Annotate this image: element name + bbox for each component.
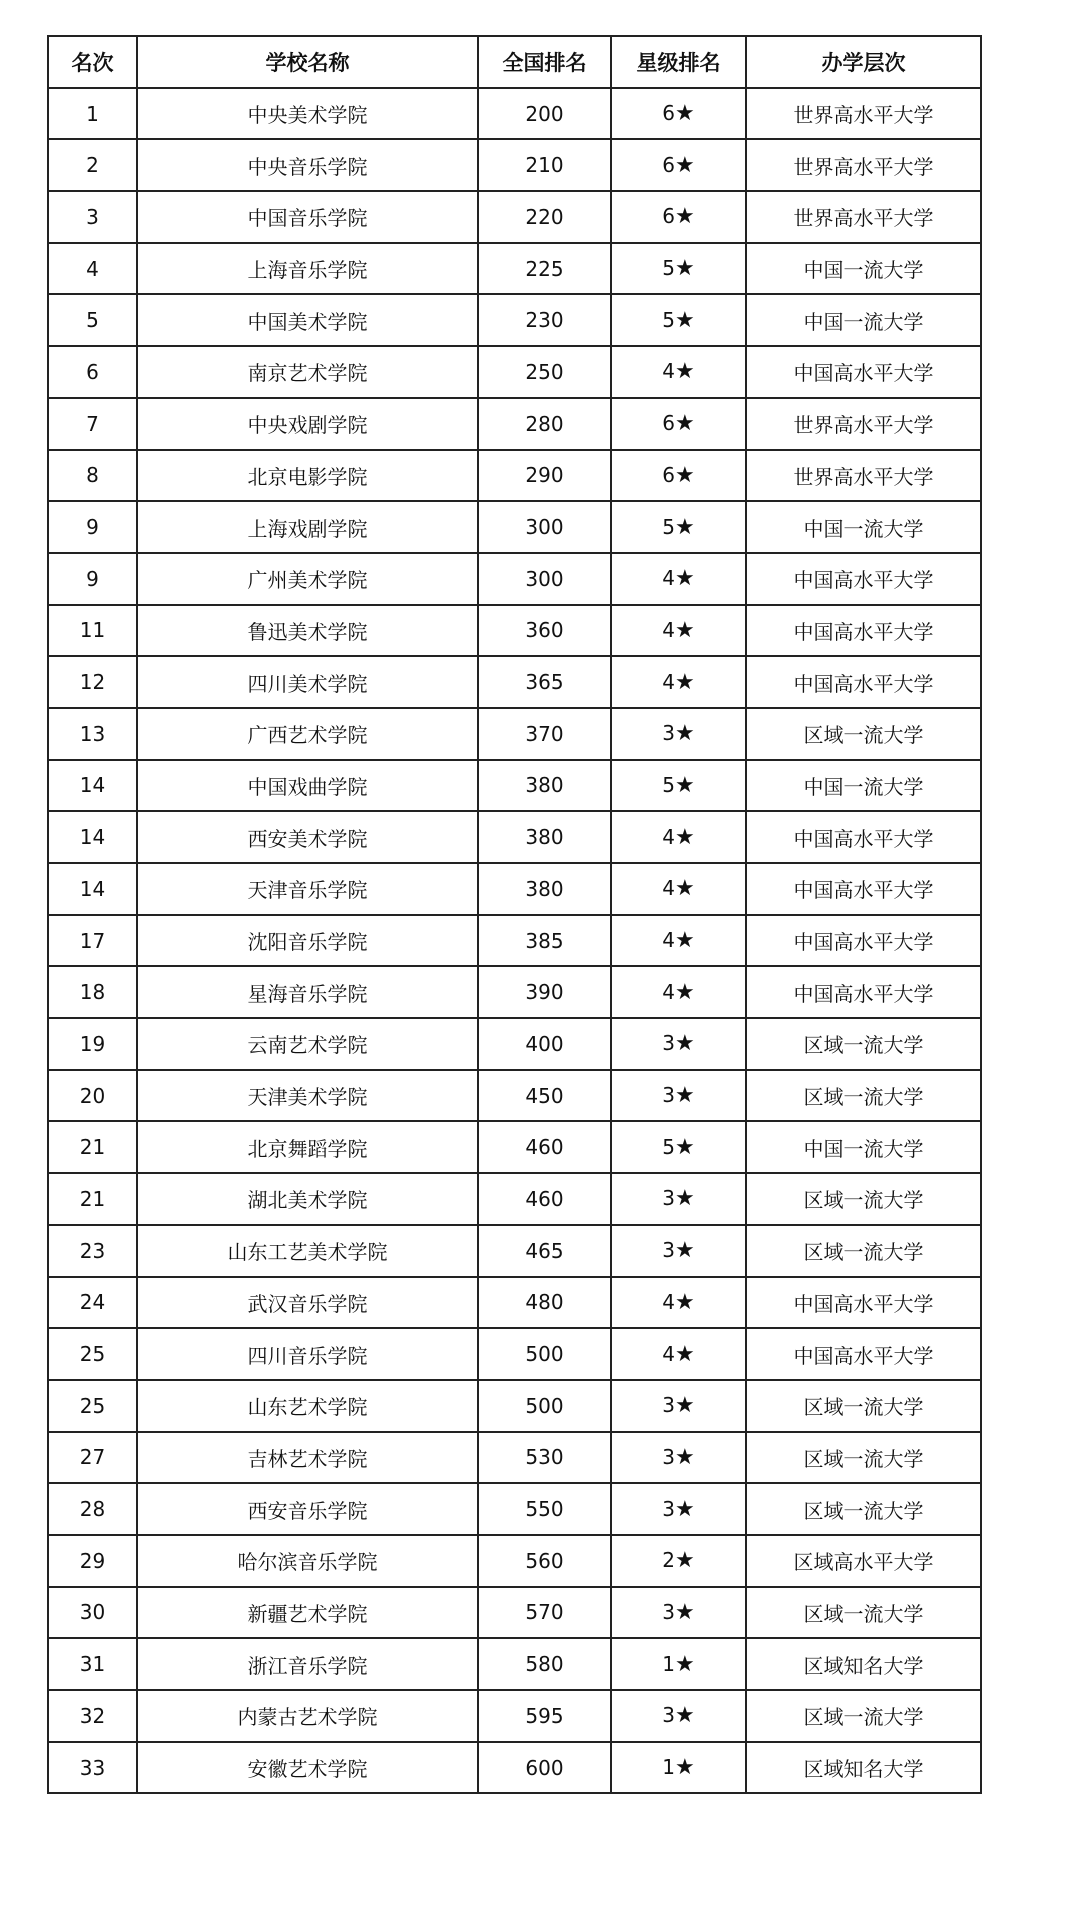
level-cell: 中国高水平大学 [746,811,981,863]
star-icon: ★ [675,359,695,385]
level-cell: 区域一流大学 [746,1587,981,1639]
star-icon: ★ [675,721,695,747]
national-rank-cell: 560 [478,1535,611,1587]
rank-cell: 21 [48,1121,137,1173]
school-name-cell: 北京电影学院 [137,450,478,502]
level-cell: 区域一流大学 [746,1070,981,1122]
star-count: 3 [662,721,675,746]
national-rank-cell: 550 [478,1483,611,1535]
star-icon: ★ [675,1341,695,1367]
school-name-cell: 中央音乐学院 [137,139,478,191]
header-rank: 名次 [48,36,137,88]
level-cell: 世界高水平大学 [746,398,981,450]
level-cell: 世界高水平大学 [746,191,981,243]
school-name-cell: 吉林艺术学院 [137,1432,478,1484]
national-rank-cell: 220 [478,191,611,243]
star-rank-cell [611,501,746,553]
school-name-cell: 北京舞蹈学院 [137,1121,478,1173]
star-count: 5 [662,772,675,797]
table-row [48,553,981,605]
table-row [48,1277,981,1329]
national-rank-cell: 570 [478,1587,611,1639]
rank-cell: 31 [48,1638,137,1690]
star-count: 3 [662,1031,675,1056]
star-rank-cell [611,1277,746,1329]
star-rank-cell [611,863,746,915]
star-icon: ★ [675,1496,695,1522]
school-name-cell: 中央戏剧学院 [137,398,478,450]
table-row [48,243,981,295]
national-rank-cell: 450 [478,1070,611,1122]
star-count: 4 [662,979,675,1004]
star-rank-cell [611,139,746,191]
table-row [48,1690,981,1742]
national-rank-cell: 280 [478,398,611,450]
level-cell: 世界高水平大学 [746,88,981,140]
table-row [48,863,981,915]
star-icon: ★ [675,669,695,695]
star-count: 4 [662,824,675,849]
level-cell: 区域一流大学 [746,1690,981,1742]
level-cell: 世界高水平大学 [746,139,981,191]
national-rank-cell: 380 [478,863,611,915]
rank-cell: 5 [48,294,137,346]
level-cell: 区域一流大学 [746,1432,981,1484]
table-row [48,1535,981,1587]
star-count: 4 [662,669,675,694]
star-icon: ★ [675,1599,695,1625]
national-rank-cell: 210 [478,139,611,191]
table-row [48,811,981,863]
star-count: 6 [662,101,675,126]
table-row [48,1587,981,1639]
school-name-cell: 四川美术学院 [137,656,478,708]
rank-cell: 14 [48,811,137,863]
star-icon: ★ [675,1755,695,1781]
star-icon: ★ [675,876,695,902]
level-cell: 区域一流大学 [746,1483,981,1535]
star-count: 5 [662,256,675,281]
header-row [48,36,981,88]
star-icon: ★ [675,1444,695,1470]
table-row [48,1070,981,1122]
star-rank-cell [611,450,746,502]
national-rank-cell: 230 [478,294,611,346]
national-rank-cell: 390 [478,966,611,1018]
school-name-cell: 武汉音乐学院 [137,1277,478,1329]
school-name-cell: 广西艺术学院 [137,708,478,760]
table-row [48,1638,981,1690]
rank-cell: 14 [48,760,137,812]
school-name-cell: 西安音乐学院 [137,1483,478,1535]
star-icon: ★ [675,462,695,488]
rank-cell: 17 [48,915,137,967]
star-count: 3 [662,1083,675,1108]
rank-cell: 6 [48,346,137,398]
table-row [48,1225,981,1277]
level-cell: 中国一流大学 [746,501,981,553]
level-cell: 中国高水平大学 [746,966,981,1018]
star-rank-cell [611,1535,746,1587]
rank-cell: 32 [48,1690,137,1742]
star-rank-cell [611,553,746,605]
star-rank-cell [611,708,746,760]
star-count: 5 [662,514,675,539]
school-name-cell: 中国戏曲学院 [137,760,478,812]
school-name-cell: 鲁迅美术学院 [137,605,478,657]
table-row [48,605,981,657]
rank-cell: 25 [48,1380,137,1432]
star-rank-cell [611,1121,746,1173]
star-count: 4 [662,928,675,953]
table-row [48,88,981,140]
level-cell: 区域一流大学 [746,1225,981,1277]
star-icon: ★ [675,772,695,798]
school-name-cell: 星海音乐学院 [137,966,478,1018]
level-cell: 区域一流大学 [746,1380,981,1432]
rank-cell: 9 [48,501,137,553]
star-icon: ★ [675,1238,695,1264]
star-rank-cell [611,243,746,295]
star-count: 3 [662,1238,675,1263]
star-icon: ★ [675,1289,695,1315]
star-count: 6 [662,152,675,177]
school-name-cell: 四川音乐学院 [137,1328,478,1380]
national-rank-cell: 300 [478,501,611,553]
national-rank-cell: 250 [478,346,611,398]
national-rank-cell: 380 [478,760,611,812]
rank-cell: 23 [48,1225,137,1277]
star-rank-cell [611,760,746,812]
star-rank-cell [611,1380,746,1432]
star-count: 3 [662,1393,675,1418]
rank-cell: 28 [48,1483,137,1535]
school-name-cell: 浙江音乐学院 [137,1638,478,1690]
star-rank-cell [611,346,746,398]
level-cell: 中国高水平大学 [746,863,981,915]
level-cell: 中国高水平大学 [746,346,981,398]
star-icon: ★ [675,204,695,230]
star-rank-cell [611,656,746,708]
national-rank-cell: 480 [478,1277,611,1329]
star-icon: ★ [675,152,695,178]
school-name-cell: 沈阳音乐学院 [137,915,478,967]
national-rank-cell: 500 [478,1328,611,1380]
school-name-cell: 上海戏剧学院 [137,501,478,553]
table-row [48,450,981,502]
table-row [48,139,981,191]
school-name-cell: 南京艺术学院 [137,346,478,398]
rank-cell: 30 [48,1587,137,1639]
level-cell: 中国高水平大学 [746,1328,981,1380]
star-count: 4 [662,876,675,901]
level-cell: 区域知名大学 [746,1638,981,1690]
national-rank-cell: 400 [478,1018,611,1070]
star-rank-cell [611,1587,746,1639]
rank-cell: 33 [48,1742,137,1794]
header-school: 学校名称 [137,36,478,88]
national-rank-cell: 600 [478,1742,611,1794]
level-cell: 中国一流大学 [746,760,981,812]
school-name-cell: 天津美术学院 [137,1070,478,1122]
national-rank-cell: 460 [478,1173,611,1225]
star-rank-cell [611,1638,746,1690]
rank-cell: 4 [48,243,137,295]
star-count: 4 [662,359,675,384]
star-count: 3 [662,1599,675,1624]
level-cell: 中国高水平大学 [746,605,981,657]
table-row [48,294,981,346]
national-rank-cell: 530 [478,1432,611,1484]
rank-cell: 19 [48,1018,137,1070]
star-count: 6 [662,204,675,229]
star-count: 4 [662,1289,675,1314]
star-icon: ★ [675,1703,695,1729]
national-rank-cell: 465 [478,1225,611,1277]
rank-cell: 24 [48,1277,137,1329]
star-count: 4 [662,617,675,642]
star-rank-cell [611,1070,746,1122]
rank-cell: 11 [48,605,137,657]
star-count: 5 [662,1134,675,1159]
level-cell: 中国一流大学 [746,294,981,346]
table-row [48,1173,981,1225]
star-rank-cell [611,1690,746,1742]
school-name-cell: 哈尔滨音乐学院 [137,1535,478,1587]
school-name-cell: 中国美术学院 [137,294,478,346]
school-name-cell: 天津音乐学院 [137,863,478,915]
star-count: 5 [662,307,675,332]
star-rank-cell [611,605,746,657]
school-name-cell: 内蒙古艺术学院 [137,1690,478,1742]
national-rank-cell: 365 [478,656,611,708]
star-icon: ★ [675,928,695,954]
school-name-cell: 上海音乐学院 [137,243,478,295]
national-rank-cell: 500 [478,1380,611,1432]
star-rank-cell [611,1018,746,1070]
national-rank-cell: 200 [478,88,611,140]
level-cell: 中国一流大学 [746,1121,981,1173]
star-rank-cell [611,1742,746,1794]
star-rank-cell [611,191,746,243]
level-cell: 区域一流大学 [746,1018,981,1070]
star-icon: ★ [675,1134,695,1160]
star-icon: ★ [675,1083,695,1109]
level-cell: 中国高水平大学 [746,1277,981,1329]
school-name-cell: 云南艺术学院 [137,1018,478,1070]
table-row [48,1121,981,1173]
star-rank-cell [611,88,746,140]
star-count: 1 [662,1755,675,1780]
table-row [48,501,981,553]
star-icon: ★ [675,1651,695,1677]
table-row [48,191,981,243]
rank-cell: 13 [48,708,137,760]
level-cell: 区域一流大学 [746,708,981,760]
level-cell: 区域知名大学 [746,1742,981,1794]
level-cell: 中国高水平大学 [746,915,981,967]
header-level: 办学层次 [746,36,981,88]
rank-cell: 27 [48,1432,137,1484]
star-icon: ★ [675,979,695,1005]
star-count: 4 [662,566,675,591]
level-cell: 中国高水平大学 [746,553,981,605]
star-rank-cell [611,1173,746,1225]
rank-cell: 29 [48,1535,137,1587]
level-cell: 中国一流大学 [746,243,981,295]
national-rank-cell: 360 [478,605,611,657]
table-row [48,915,981,967]
national-rank-cell: 370 [478,708,611,760]
star-icon: ★ [675,1393,695,1419]
rank-cell: 2 [48,139,137,191]
school-name-cell: 湖北美术学院 [137,1173,478,1225]
table-row [48,1483,981,1535]
table-row [48,346,981,398]
star-icon: ★ [675,1186,695,1212]
star-rank-cell [611,1328,746,1380]
star-rank-cell [611,1432,746,1484]
national-rank-cell: 460 [478,1121,611,1173]
table-row [48,708,981,760]
star-rank-cell [611,1483,746,1535]
table-row [48,1018,981,1070]
star-icon: ★ [675,617,695,643]
level-cell: 区域一流大学 [746,1173,981,1225]
star-icon: ★ [675,256,695,282]
rank-cell: 20 [48,1070,137,1122]
star-rank-cell [611,1225,746,1277]
national-rank-cell: 595 [478,1690,611,1742]
rank-cell: 7 [48,398,137,450]
rank-cell: 25 [48,1328,137,1380]
table-row [48,1432,981,1484]
star-count: 6 [662,462,675,487]
star-count: 6 [662,411,675,436]
school-name-cell: 中国音乐学院 [137,191,478,243]
star-rank-cell [611,811,746,863]
star-count: 3 [662,1444,675,1469]
school-name-cell: 西安美术学院 [137,811,478,863]
rank-cell: 18 [48,966,137,1018]
star-icon: ★ [675,101,695,127]
star-count: 3 [662,1496,675,1521]
header-national-rank: 全国排名 [478,36,611,88]
star-count: 1 [662,1651,675,1676]
star-rank-cell [611,966,746,1018]
star-rank-cell [611,294,746,346]
star-count: 4 [662,1341,675,1366]
star-icon: ★ [675,411,695,437]
national-rank-cell: 380 [478,811,611,863]
school-name-cell: 山东艺术学院 [137,1380,478,1432]
school-name-cell: 山东工艺美术学院 [137,1225,478,1277]
table-row [48,1380,981,1432]
star-icon: ★ [675,514,695,540]
level-cell: 世界高水平大学 [746,450,981,502]
national-rank-cell: 225 [478,243,611,295]
ranking-table [47,35,982,1794]
table-row [48,1328,981,1380]
star-rank-cell [611,398,746,450]
star-count: 3 [662,1703,675,1728]
level-cell: 中国高水平大学 [746,656,981,708]
star-icon: ★ [675,1031,695,1057]
rank-cell: 3 [48,191,137,243]
table-row [48,760,981,812]
level-cell: 区域高水平大学 [746,1535,981,1587]
table-row [48,656,981,708]
star-count: 3 [662,1186,675,1211]
rank-cell: 12 [48,656,137,708]
school-name-cell: 中央美术学院 [137,88,478,140]
star-icon: ★ [675,307,695,333]
star-icon: ★ [675,1548,695,1574]
school-name-cell: 广州美术学院 [137,553,478,605]
star-icon: ★ [675,824,695,850]
national-rank-cell: 385 [478,915,611,967]
national-rank-cell: 290 [478,450,611,502]
table-row [48,966,981,1018]
national-rank-cell: 300 [478,553,611,605]
rank-cell: 1 [48,88,137,140]
national-rank-cell: 580 [478,1638,611,1690]
star-count: 2 [662,1548,675,1573]
rank-cell: 14 [48,863,137,915]
school-name-cell: 安徽艺术学院 [137,1742,478,1794]
star-icon: ★ [675,566,695,592]
school-name-cell: 新疆艺术学院 [137,1587,478,1639]
header-star-rank: 星级排名 [611,36,746,88]
star-rank-cell [611,915,746,967]
table-row [48,1742,981,1794]
rank-cell: 21 [48,1173,137,1225]
rank-cell: 8 [48,450,137,502]
table-row [48,398,981,450]
rank-cell: 9 [48,553,137,605]
